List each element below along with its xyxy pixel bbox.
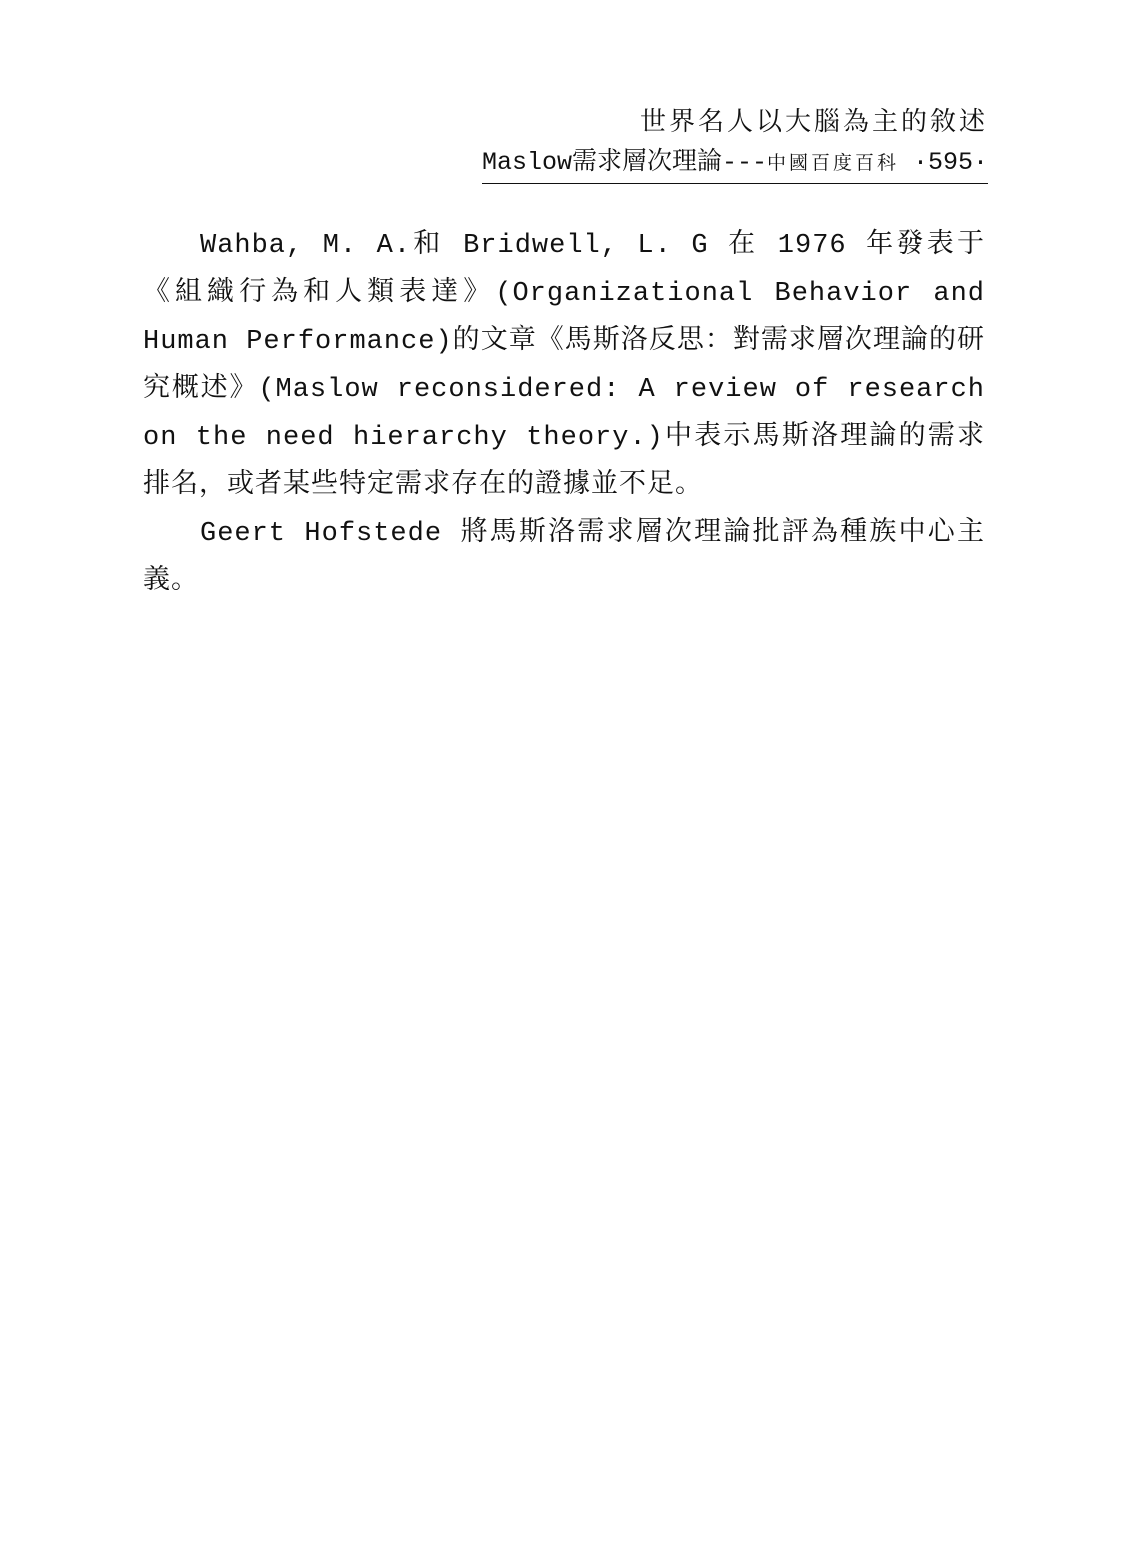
paragraph-2: Geert Hofstede 將馬斯洛需求層次理論批評為種族中心主義。 <box>143 519 985 597</box>
header-subtitle-main: Maslow需求層次理論--- <box>481 148 767 177</box>
header-subtitle <box>482 146 988 184</box>
body-text <box>143 222 985 606</box>
header-title: 世界名人以大腦為主的敘述 <box>639 107 988 137</box>
header-source: 中國百度百科 <box>766 153 899 175</box>
running-header <box>482 104 988 184</box>
paragraph-1: Wahba, M. A.和 Bridwell, L. G 在 1976 年發表于《組織行為和人類表達》(Organizational Behavior and Human Performance)的文章《馬斯洛反思：對需求層次理論的研究概述》(Maslow reconsidered: A review of research on the need hierarchy theory.)中表示馬斯洛理論的需求排名，或者某些特定需求存在的證據並不足。 <box>143 231 985 501</box>
page-number: ·595· <box>912 148 988 177</box>
